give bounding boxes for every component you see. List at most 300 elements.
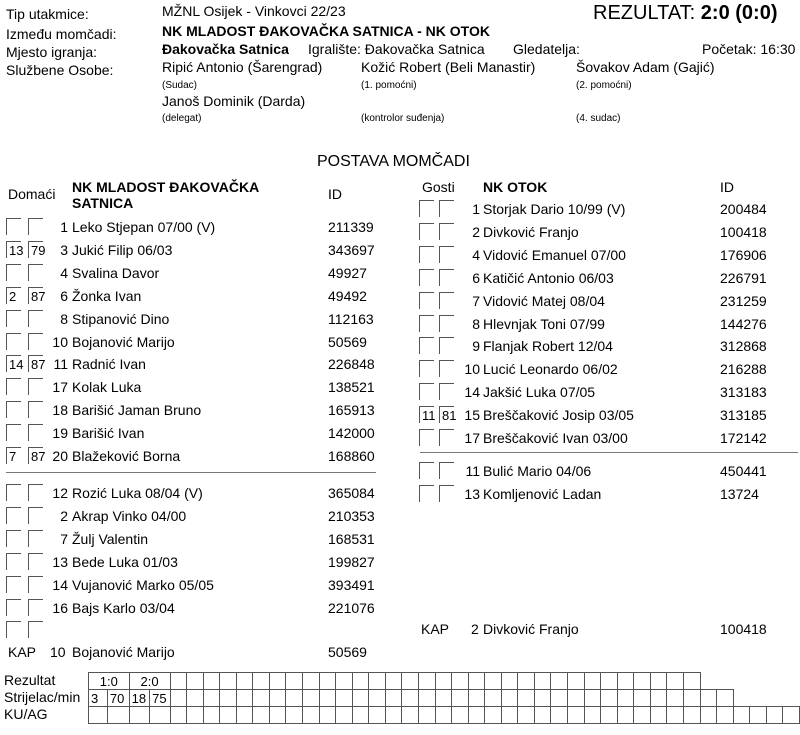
result-cell: 70: [107, 690, 129, 707]
player-box-1: [6, 576, 21, 593]
result-cell-empty: [534, 707, 551, 724]
result-cell-empty: [319, 690, 336, 707]
result-cell-empty: [452, 690, 469, 707]
result-cell-empty: [568, 673, 585, 690]
player-id: 313183: [720, 384, 767, 401]
player-number: 19: [52, 425, 68, 442]
player-box-2: 87: [28, 447, 43, 464]
away-id-label: ID: [720, 179, 734, 195]
player-id: 172142: [720, 430, 767, 446]
player-name: Bajs Karlo 03/04: [72, 599, 175, 616]
result-cell-empty: [352, 673, 369, 690]
player-number: 14: [464, 384, 480, 401]
player-box-1: [6, 333, 21, 350]
result-row-label: Rezultat: [4, 672, 56, 688]
result-cell-empty: [385, 707, 402, 724]
player-id: 100418: [720, 223, 767, 240]
result-cell-empty: [203, 690, 220, 707]
official-role: (1. pomoćni): [361, 80, 417, 91]
result-cell-empty: [650, 707, 667, 724]
result-cell-empty: [452, 707, 469, 724]
player-number: 20: [52, 448, 68, 464]
result-cell-empty: [435, 707, 452, 724]
result-cell-empty: [634, 690, 651, 707]
result-cell-empty: [683, 690, 700, 707]
away-kap-name: Divković Franjo: [483, 621, 579, 637]
official-name: Ripić Antonio (Šarengrad): [162, 59, 323, 75]
result-cell: 1:0: [89, 673, 130, 690]
player-id: 211339: [328, 219, 374, 235]
official-role: (Sudac): [162, 80, 198, 91]
player-number: 14: [52, 576, 68, 593]
result-cell-empty: [700, 690, 717, 707]
player-id: 450441: [720, 463, 767, 479]
result-cell: 3: [89, 690, 108, 707]
result-cell-empty: [518, 673, 535, 690]
player-number: 11: [465, 463, 480, 479]
away-kap-id: 100418: [720, 621, 767, 637]
player-box-1: [6, 621, 21, 638]
result-row-label: KU/AG: [4, 706, 48, 722]
player-number: 13: [464, 485, 480, 502]
player-number: 2: [60, 507, 68, 524]
player-name: Storjak Dario 10/99 (V): [483, 201, 626, 217]
player-id: 226791: [720, 269, 767, 286]
result-cell-empty: [551, 673, 568, 690]
result-cell-empty: [667, 707, 684, 724]
player-number: 2: [472, 223, 480, 240]
player-number: 10: [52, 333, 68, 350]
player-box-1: [6, 599, 21, 616]
result-cell-empty: [253, 690, 270, 707]
player-box-2: [28, 576, 43, 593]
player-name: Žonka Ivan: [72, 287, 142, 304]
player-box-2: 81: [439, 406, 454, 423]
result-cell-empty: [617, 673, 634, 690]
player-box-2: [439, 337, 454, 354]
player-number: 16: [52, 599, 68, 616]
official-name: Šovakov Adam (Gajić): [576, 59, 715, 75]
result-cell-empty: [402, 707, 419, 724]
result-cell-empty: [568, 707, 585, 724]
player-id: 176906: [720, 246, 767, 263]
player-name: Barišić Jaman Bruno: [72, 402, 202, 419]
player-box-1: [6, 424, 21, 441]
player-box-2: [439, 246, 454, 263]
divider: [6, 472, 376, 473]
player-number: 9: [472, 338, 480, 355]
player-id: 226848: [328, 356, 375, 373]
player-name: Jukić Filip 06/03: [72, 241, 173, 258]
player-id: 200484: [720, 201, 767, 217]
player-name: Vidović Matej 08/04: [483, 292, 605, 309]
player-name: Breščaković Ivan 03/00: [483, 430, 628, 446]
player-number: 13: [52, 553, 68, 570]
result-cell-empty: [352, 690, 369, 707]
divider: [420, 452, 798, 453]
result-cell-empty: [286, 673, 303, 690]
player-box-2: [439, 383, 454, 400]
player-number: 4: [60, 264, 68, 281]
result-cell-empty: [485, 690, 502, 707]
official-role: (4. sudac): [576, 113, 621, 124]
result-cell-empty: [783, 707, 800, 724]
player-box-2: [439, 292, 454, 309]
result-cell-empty: [700, 707, 717, 724]
result-cell-empty: [485, 673, 502, 690]
player-name: Vujanović Marko 05/05: [72, 576, 214, 593]
player-box-1: [419, 360, 434, 377]
result-cell-empty: [220, 707, 237, 724]
player-box-1: [6, 530, 21, 547]
player-name: Leko Stjepan 07/00 (V): [72, 219, 216, 235]
player-box-1: [419, 246, 434, 263]
player-id: 142000: [328, 425, 375, 442]
player-box-1: [6, 264, 21, 281]
result-cell-empty: [518, 690, 535, 707]
player-id: 13724: [720, 485, 759, 502]
player-id: 365084: [328, 485, 375, 501]
mjesto-label: Mjesto igranja:: [6, 44, 98, 60]
gledatelja: Gledatelja:: [513, 41, 580, 57]
result-cell-empty: [750, 707, 767, 724]
player-box-1: [419, 315, 434, 332]
player-box-2: [28, 507, 43, 524]
result-cell-empty: [683, 707, 700, 724]
player-number: 17: [464, 430, 480, 446]
result-cell-empty: [452, 673, 469, 690]
tip-value: MŽNL Osijek - Vinkovci 22/23: [162, 3, 346, 19]
player-id: 216288: [720, 361, 767, 378]
player-id: 393491: [328, 576, 375, 593]
player-id: 312868: [720, 338, 767, 355]
player-id: 231259: [720, 292, 767, 309]
result-cell-empty: [584, 707, 601, 724]
player-box-1: [6, 507, 21, 524]
result-cell-empty: [601, 690, 618, 707]
result-cell-empty: [319, 673, 336, 690]
official-role: (delegat): [162, 113, 202, 124]
player-box-1: [6, 553, 21, 570]
player-box-1: [419, 292, 434, 309]
result-cell-empty: [650, 690, 667, 707]
result-cell-empty: [534, 673, 551, 690]
result-cell-empty: [468, 673, 485, 690]
result-cell-empty: [336, 673, 353, 690]
player-box-2: [439, 485, 454, 502]
player-box-1: [6, 378, 21, 395]
player-box-2: [439, 315, 454, 332]
result-cell-empty: [269, 673, 286, 690]
player-box-2: [439, 462, 454, 479]
result-cell-empty: [468, 690, 485, 707]
result-cell-empty: [634, 673, 651, 690]
mjesto-value: Đakovačka Satnica: [162, 41, 289, 57]
home-side-label: Domaći: [8, 186, 56, 202]
player-number: 12: [52, 485, 68, 501]
result-cell-empty: [129, 707, 149, 724]
player-name: Komljenović Ladan: [483, 485, 602, 502]
player-box-2: [439, 269, 454, 286]
result-cell-empty: [501, 690, 518, 707]
rezultat: [593, 2, 778, 25]
player-box-1: [6, 401, 21, 418]
result-cell-empty: [617, 707, 634, 724]
player-box-1: [419, 485, 434, 502]
result-cell-empty: [601, 673, 618, 690]
result-cell-empty: [501, 673, 518, 690]
player-number: 7: [60, 530, 68, 547]
player-name: Rozić Luka 08/04 (V): [72, 485, 203, 501]
player-box-2: [28, 424, 43, 441]
player-name: Vidović Emanuel 07/00: [483, 246, 626, 263]
player-box-1: [419, 337, 434, 354]
player-id: 165913: [328, 402, 375, 419]
official-role: (kontrolor suđenja): [361, 113, 445, 124]
result-cell-empty: [435, 690, 452, 707]
player-box-2: [28, 310, 43, 327]
igraliste: Igralište: Đakovačka Satnica: [308, 41, 485, 57]
result-cell-empty: [568, 690, 585, 707]
result-cell-empty: [634, 707, 651, 724]
result-cell-empty: [369, 707, 386, 724]
result-cell-empty: [187, 707, 204, 724]
player-number: 11: [53, 356, 68, 373]
official-name: Kožić Robert (Beli Manastir): [361, 59, 536, 75]
player-box-2: [28, 378, 43, 395]
result-cell: 75: [150, 690, 170, 707]
player-box-2: [439, 223, 454, 240]
player-name: Divković Franjo: [483, 223, 579, 240]
player-id: 49492: [328, 287, 367, 304]
rezultat-label: REZULTAT:: [593, 2, 696, 24]
result-cell-empty: [501, 707, 518, 724]
result-cell-empty: [667, 673, 684, 690]
result-cell-empty: [303, 673, 320, 690]
result-cell-empty: [584, 673, 601, 690]
player-box-2: 87: [28, 355, 43, 372]
result-cell-empty: [187, 690, 204, 707]
player-id: 313185: [720, 407, 767, 424]
result-cell-empty: [683, 673, 700, 690]
result-cell-empty: [236, 707, 253, 724]
result-cell-empty: [485, 707, 502, 724]
player-box-2: [28, 218, 43, 235]
player-box-1: [6, 218, 21, 235]
player-name: Blažeković Borna: [72, 448, 181, 464]
result-cell-empty: [766, 707, 783, 724]
player-box-2: [439, 360, 454, 377]
result-cell-empty: [203, 707, 220, 724]
home-kap-id: 50569: [328, 644, 367, 660]
result-cell-empty: [369, 673, 386, 690]
result-cell-empty: [286, 707, 303, 724]
player-box-1: [419, 462, 434, 479]
player-name: Hlevnjak Toni 07/99: [483, 315, 605, 332]
result-cell: 2:0: [129, 673, 170, 690]
result-cell-empty: [236, 673, 253, 690]
player-box-1: 13: [6, 241, 21, 258]
rezultat-value: 2:0 (0:0): [700, 2, 778, 24]
result-cell-empty: [385, 673, 402, 690]
result-cell-empty: [418, 690, 435, 707]
result-grid: [88, 672, 800, 724]
result-cell-empty: [402, 673, 419, 690]
result-cell-empty: [468, 707, 485, 724]
pocetak: Početak: 16:30: [702, 41, 796, 57]
player-id: 168860: [328, 448, 375, 464]
result-cell-empty: [220, 673, 237, 690]
result-cell-empty: [385, 690, 402, 707]
player-name: Bulić Mario 04/06: [483, 463, 592, 479]
player-number: 3: [60, 241, 68, 258]
player-box-2: [28, 401, 43, 418]
player-id: 138521: [328, 379, 375, 396]
player-box-2: [28, 621, 43, 638]
player-number: 18: [52, 402, 68, 419]
player-id: 112163: [328, 310, 374, 327]
sluzbene-label: Službene Osobe:: [6, 62, 114, 78]
player-number: 8: [60, 310, 68, 327]
player-number: 8: [472, 315, 480, 332]
player-number: 1: [472, 201, 480, 217]
player-name: Žulj Valentin: [72, 530, 149, 547]
player-id: 168531: [328, 530, 375, 547]
player-box-1: [419, 269, 434, 286]
result-cell-empty: [170, 690, 187, 707]
player-box-1: [419, 383, 434, 400]
player-id: 199827: [328, 553, 375, 570]
player-box-1: [419, 429, 434, 446]
izmedu-label: Između momčadi:: [6, 26, 117, 42]
player-id: 50569: [328, 333, 367, 350]
result-cell-empty: [650, 673, 667, 690]
player-box-1: 14: [6, 355, 21, 372]
home-kap-label: KAP: [8, 644, 37, 660]
player-number: 1: [60, 219, 68, 235]
result-cell: 18: [129, 690, 149, 707]
away-team-name: NK OTOK: [483, 179, 548, 195]
result-cell-empty: [253, 707, 270, 724]
player-box-1: [419, 200, 434, 217]
tip-label: Tip utakmice:: [6, 6, 89, 22]
result-cell-empty: [303, 707, 320, 724]
player-number: 4: [472, 246, 480, 263]
result-cell-empty: [170, 707, 187, 724]
player-id: 210353: [328, 507, 375, 524]
result-cell-empty: [369, 690, 386, 707]
player-id: 49927: [328, 264, 367, 281]
result-cell-empty: [584, 690, 601, 707]
home-team-name: NK MLADOST ĐAKOVAČKA SATNICA: [72, 179, 259, 211]
home-id-label: ID: [328, 186, 342, 202]
result-cell-empty: [170, 673, 187, 690]
result-cell-empty: [187, 673, 204, 690]
result-cell-empty: [150, 707, 170, 724]
player-id: 343697: [328, 241, 375, 258]
result-cell-empty: [402, 690, 419, 707]
player-name: Stipanović Dino: [72, 310, 170, 327]
player-number: 6: [472, 269, 480, 286]
player-box-2: [28, 484, 43, 501]
result-cell-empty: [601, 707, 618, 724]
result-cell-empty: [435, 673, 452, 690]
player-box-2: [28, 599, 43, 616]
player-box-2: [28, 333, 43, 350]
player-name: Akrap Vinko 04/00: [72, 507, 187, 524]
result-cell-empty: [303, 690, 320, 707]
result-cell-empty: [336, 690, 353, 707]
result-cell-empty: [667, 690, 684, 707]
player-name: Jakšić Luka 07/05: [483, 384, 596, 401]
result-cell-empty: [617, 690, 634, 707]
player-name: Katičić Antonio 06/03: [483, 269, 614, 286]
player-name: Lucić Leonardo 06/02: [483, 361, 618, 378]
player-name: Radnić Ivan: [72, 356, 146, 373]
home-kap-number: 10: [50, 644, 66, 660]
player-box-2: [439, 200, 454, 217]
player-name: Bojanović Marijo: [72, 333, 175, 350]
player-box-1: 2: [6, 287, 21, 304]
player-name: Bede Luka 01/03: [72, 553, 178, 570]
result-row-label: Strijelac/min: [4, 689, 81, 705]
result-cell-empty: [717, 707, 734, 724]
player-box-1: 7: [6, 447, 21, 464]
result-cell-empty: [89, 707, 108, 724]
player-number: 17: [52, 379, 68, 396]
player-number: 10: [464, 361, 480, 378]
result-cell-empty: [717, 690, 734, 707]
away-side-label: Gosti: [422, 179, 455, 195]
home-kap-name: Bojanović Marijo: [72, 644, 175, 660]
result-cell-empty: [269, 690, 286, 707]
player-id: 221076: [328, 599, 375, 616]
player-box-2: [28, 553, 43, 570]
player-name: Barišić Ivan: [72, 425, 145, 442]
player-box-2: [439, 429, 454, 446]
result-cell-empty: [269, 707, 286, 724]
result-cell-empty: [418, 673, 435, 690]
result-cell-empty: [551, 690, 568, 707]
player-id: 144276: [720, 315, 767, 332]
result-cell-empty: [319, 707, 336, 724]
result-cell-empty: [253, 673, 270, 690]
result-cell-empty: [286, 690, 303, 707]
result-cell-empty: [534, 690, 551, 707]
result-cell-empty: [418, 707, 435, 724]
result-cell-empty: [733, 707, 750, 724]
result-cell-empty: [107, 707, 129, 724]
away-kap-label: KAP: [421, 621, 450, 637]
result-cell-empty: [336, 707, 353, 724]
player-box-1: 11: [419, 406, 434, 423]
player-box-1: [419, 223, 434, 240]
player-number: 6: [60, 287, 68, 304]
player-name: Kolak Luka: [72, 379, 142, 396]
player-box-2: 79: [28, 241, 43, 258]
player-box-1: [6, 484, 21, 501]
player-box-2: [28, 264, 43, 281]
player-name: Flanjak Robert 12/04: [483, 338, 613, 355]
away-kap-number: 2: [471, 621, 479, 637]
result-cell-empty: [236, 690, 253, 707]
player-box-2: [28, 530, 43, 547]
postava-title: POSTAVA MOMČADI: [317, 153, 470, 170]
player-number: 15: [464, 407, 480, 424]
result-cell-empty: [518, 707, 535, 724]
player-box-2: 87: [28, 287, 43, 304]
result-cell-empty: [551, 707, 568, 724]
